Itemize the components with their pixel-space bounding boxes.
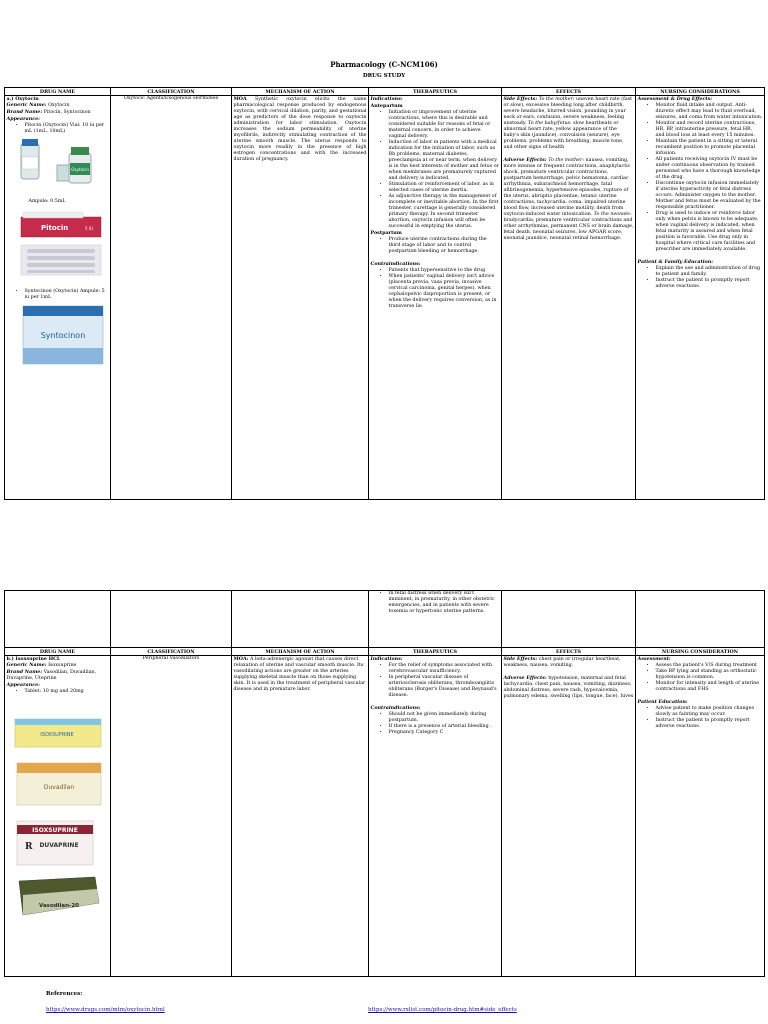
- indications-label: Indications:: [370, 656, 403, 662]
- duvadilan-box-image: [7, 759, 107, 809]
- drug-name: b.) Isoxsuprine HCL: [6, 656, 61, 662]
- brand-label: Brand Name:: [6, 109, 43, 115]
- col-header: THERAPEUTICS: [369, 88, 502, 96]
- reference-link[interactable]: https://www.rxlist.com/pitocin-drug.htm#side_effects: [368, 1007, 517, 1013]
- references-label: References:: [46, 991, 83, 997]
- table-row: [5, 656, 765, 977]
- page-title: Pharmacology (C-NCM106): [330, 60, 438, 69]
- adverse-effects-label: Adverse Effects:: [503, 157, 547, 163]
- brand-name: Pitocin, Syntocinon: [43, 110, 91, 115]
- antepartum-label: Antepartum: [370, 103, 403, 109]
- therapeutics-continuation-cell: [369, 591, 502, 648]
- reference-link[interactable]: https://www.drugs.com/mtm/oxytocin.html: [46, 1007, 165, 1013]
- generic-name: Oxytocin: [48, 103, 70, 108]
- box-strength: 5 IU: [84, 226, 93, 231]
- generic-label: Generic Name:: [6, 662, 47, 668]
- therapeutics-cell: [369, 96, 502, 500]
- effects-sub-label: To the neonate:: [593, 212, 632, 217]
- contraindications-label: Contraindications:: [370, 705, 421, 711]
- list-item: • If there is a presence of arterial bleeding .: [389, 724, 500, 730]
- list-item: • Monitor fluid intake and output. Anti-diuretic effect may lead to fluid overload, seizures, and coma from water intoxication.: [656, 103, 763, 121]
- appearance-item: • Tablet: 10 mg and 20mg: [25, 689, 109, 695]
- moa-cell: [232, 96, 369, 500]
- effects-text: slow heartbeats or abnormal heart rate, yellow appearance of the baby's skin (jaundice), convulsion (seizure), eye problems, problems with breathing, muscle tone, and other signs of health: [503, 121, 624, 150]
- nursing-considerations-cell: [636, 656, 765, 977]
- generic-label: Generic Name:: [6, 102, 47, 108]
- col-header: DRUG NAME: [5, 648, 111, 656]
- list-item: • Produce uterine contractions during the third stage of labor and to control postpartum bleeding or hemorrhage.: [389, 237, 500, 255]
- appearance-label: Appearance:: [6, 682, 40, 688]
- box-brand: DUVAPRINE: [38, 842, 79, 849]
- effects-text: hypotension, maternal and fetal tachycardia, chest pain, nausea, vomiting, dizziness, abdominal distress, severe rash, hypocalcemia, pulmonary edema, swelling (lips, tongue, face), hives: [503, 676, 634, 699]
- list-item: • Instruct the patient to promptly report adverse reactions.: [656, 278, 763, 290]
- postpartum-label: Postpartum: [370, 230, 402, 236]
- moa-text: A beta-adrenergic agonist that causes direct relaxation of uterine and vascular smooth muscle. Its vasodilating actions are greater on the arteries supplying skeletal muscle than on those supplying skin. It is used in the treatment of peripheral vascular disease and in premature labor.: [233, 657, 366, 692]
- box-title: ISOXSUPRINE: [31, 827, 78, 834]
- effects-cell: [502, 96, 636, 500]
- list-item: • When patients' vaginal delivery isn't advice (placenta previa, vasa previa, invasive cervical carcinoma, genital herpes), when cephalopelvic disproportion is present, or when the delivery requires conversion, as in transverse lie.: [389, 274, 500, 310]
- col-header: NURSING CONSIDERATIONS: [636, 88, 765, 96]
- page-subtitle: DRUG STUDY: [362, 73, 406, 79]
- effects-sub-label: To the mother:: [548, 158, 585, 163]
- adverse-effects-label: Adverse Effects:: [503, 675, 547, 681]
- brand-label: Brand Name:: [6, 669, 43, 675]
- side-effects-label: Side Effects:: [503, 96, 538, 102]
- classification-cell: Peripheral Vasodilators: [111, 656, 232, 977]
- table-row-continuation: [5, 591, 765, 648]
- list-item: • Instruct the patient to promptly report adverse reactions.: [656, 718, 763, 730]
- box-label: ISOXSUPRINE: [39, 732, 74, 738]
- box-label: Duvadilan: [43, 784, 74, 791]
- col-header: MECHANISM OF ACTION: [232, 648, 369, 656]
- indications-label: Indications:: [370, 96, 403, 102]
- effects-text: uneven heart rate (fast or slow), excessive bleeding long after childbirth, severe headache, blurred vision, pounding in your neck or ears, confusion, severe weakness, feeling unsteady.: [503, 97, 633, 126]
- list-item: • Monitor and record uterine contractions, HR, BP, intrauterine pressure, fetal HR, and blood loss at least every 15 minutes.: [656, 121, 763, 139]
- box-brand: Pitocin: [40, 224, 68, 232]
- col-header: EFFECTS: [502, 648, 636, 656]
- appearance-label: Appearance:: [6, 116, 40, 122]
- list-item: • In fetal distress when delivery isn't imminent, in prematurity, in other obstetric emergencies, and in patients with severe toxemia or hypertonic uterine patterns.: [389, 591, 500, 615]
- education-label: Patient & Family Education:: [637, 259, 714, 265]
- assessment-label: Assessment:: [637, 656, 671, 662]
- pitocin-vials-image: [7, 137, 107, 187]
- table-row: [5, 96, 765, 500]
- classification-cell: Oxytocic Agents/Exogenous Hormones: [111, 96, 232, 500]
- list-item: • Advise patient to make position changes slowly as fainting may occur.: [656, 706, 763, 718]
- duvaprine-box-image: [7, 819, 107, 869]
- list-item: • Should not be given immediately during postpartum.: [389, 712, 500, 724]
- list-item: • Assess the patient's V/S during treatment: [656, 663, 763, 669]
- list-item: • Initiation or improvement of uterine contractions, where this is desirable and considered suitable for reasons of fetal or maternal concern, in order to achieve vaginal delivery.: [389, 110, 500, 140]
- list-item: • Patients that hypersensitive to the drug: [389, 268, 500, 274]
- therapeutics-cell: [369, 656, 502, 977]
- nursing-considerations-cell: [636, 96, 765, 500]
- effects-text: nausea, vomiting, more intense or frequent contractions, anaphylactic shock, premature ventricular contractions, postpartum hemorrhage, pelvic hematoma, cardiac arrhythmia, subarachnoid hemorrhage, fatal afibrinogenemia, hypertensive episodes, rupture of the uterus, abruptio placentae, tetanic uterine contractions, tachycardia, coma, impaired uterine blood flow, increased uterine motility, death from oxytocin-induced water intoxication.: [503, 158, 631, 217]
- effects-text: bradycardia, premature ventricular contractions and other arrhythmias, permanent CNS or brain damage, fetal death, neonatal seizures, low APGAR score, neonatal jaundice, neonatal retinal hemorrhage.: [503, 218, 634, 241]
- moa-label: MOA:: [233, 656, 249, 662]
- vial-label: Oxytocin: [70, 167, 89, 172]
- pitocin-ampule-image: [7, 207, 107, 285]
- col-header: NURSING CONSIDERATION: [636, 648, 765, 656]
- list-item: • Stimulation or reinforcement of labor, as in selected cases of uterine inertia.: [389, 182, 500, 194]
- list-item: • As adjunctive therapy in the management of incomplete or inevitable abortion. In the first trimester, curettage is generally considered primary therapy. In second trimester abortion, oxytocin infusion will often be successful in emptying the uterus.: [389, 194, 500, 230]
- col-header: CLASSIFICATION: [111, 648, 232, 656]
- table-header-row: [5, 648, 765, 656]
- moa-label: MOA: [233, 96, 247, 102]
- moa-text: Synthetic oxytocin elicits the same pharmacological response produced by endogenous oxytocin, with cervical dilation, parity, and gestational age as predictors of the dose response to oxytocin administration for labor stimulation. Oxytocin increases the sodium permeability of uterine myofibrils, indirectly stimulating contraction of the uterine smooth muscle. The uterus responds to oxytocin more readily in the presence of high estrogen concentrations and with the increased duration of pregnancy.: [233, 97, 367, 162]
- side-effects-label: Side Effects:: [503, 656, 538, 662]
- list-item: • Induction of labor in patients with a medical indication for the initiation of labor, such as Rh problems, maternal diabetes, preeclampsia at or near term, when delivery is in the best interests of mother and fetus or when membranes are prematurely ruptured and delivery is indicated.: [389, 140, 500, 182]
- drug-name: a.) Oxytocin: [6, 96, 39, 102]
- syntocinon-box-image: [7, 304, 107, 366]
- list-item: • Take BP lying and standing as orthostatic hypotension is common.: [656, 669, 763, 681]
- effects-sub-label: To the mother:: [538, 97, 575, 102]
- brand-name: Vasodilan, Duvadilan, Duvaprine, Uteprine: [6, 670, 97, 681]
- list-item: • Drug is used to induce or reinforce labor only when pelvis is known to be adequate, when vaginal delivery is indicated, when fetal maturity is assured and when fetal position is favorable. Use drug only in hospital where critical care facilities and prescriber are immediately available.: [656, 211, 763, 253]
- col-header: CLASSIFICATION: [111, 88, 232, 96]
- contraindications-label: Contraindications:: [370, 261, 421, 267]
- list-item: • For the relief of symptoms associated with cerebrovascular insufficiency.: [389, 663, 500, 675]
- list-item: • Explain the use and administration of drug to patient and family.: [656, 266, 763, 278]
- education-label: Patient Education:: [637, 699, 688, 705]
- box-label: Vasodilan-20: [38, 903, 79, 909]
- drug-name-cell: [5, 96, 111, 500]
- col-header: EFFECTS: [502, 88, 636, 96]
- effects-sub-label: To the baby/fetus:: [527, 121, 572, 126]
- table-header-row: [5, 88, 765, 96]
- drug-study-table-oxytocin: [4, 87, 765, 500]
- effects-cell: [502, 656, 636, 977]
- svg-text:R: R: [24, 842, 32, 852]
- list-item: • Maintain the patient in a sitting or lateral recumbent position to promote placental infusion.: [656, 139, 763, 157]
- isoxsuprine-box-image: [7, 715, 107, 751]
- appearance-item: • Syntocinon (Oxytocin) Ampule: 5 iu per 1mL: [25, 289, 109, 301]
- list-item: • In peripheral vascular disease of arteriosclerosis obliterans, thromboangiitis obliterans (Burger's Disease) and Reynaud's disease.: [389, 675, 500, 699]
- list-item: • Pregnancy Category C: [389, 730, 500, 736]
- list-item: • Discontinue oxytocin infusion immediately if uterine hyperactivity or fetal distress occurs. Administer oxygen to the mother. Mother and fetus must be evaluated by the responsible practitioner.: [656, 181, 763, 211]
- drug-name-cell: [5, 656, 111, 977]
- moa-cell: [232, 656, 369, 977]
- col-header: THERAPEUTICS: [369, 648, 502, 656]
- col-header: MECHANISM OF ACTION: [232, 88, 369, 96]
- box-brand: Syntocinon: [40, 331, 85, 340]
- list-item: • All patients receiving oxytocin IV must be under continuous observation by trained personnel who have a thorough knowledge of the drug.: [656, 157, 763, 181]
- col-header: DRUG NAME: [5, 88, 111, 96]
- effects-text: chest pain or irregular heartbeat, weakness, nausea, vomiting.: [503, 657, 621, 668]
- drug-study-table-isoxsuprine: [4, 590, 765, 977]
- assessment-label: Assessment & Drug Effects:: [637, 96, 713, 102]
- appearance-item: • Pitocin (Oxytocin) Vial: 10 iu per mL (1mL, 10mL): [25, 123, 109, 135]
- generic-name: Isoxsuprine: [48, 663, 77, 668]
- vasodilan-box-image: [7, 873, 107, 919]
- ampule-label: Ampule: 0.5mL: [28, 199, 66, 204]
- list-item: • Monitor for intensity and length of uterine contractions and FHS: [656, 681, 763, 693]
